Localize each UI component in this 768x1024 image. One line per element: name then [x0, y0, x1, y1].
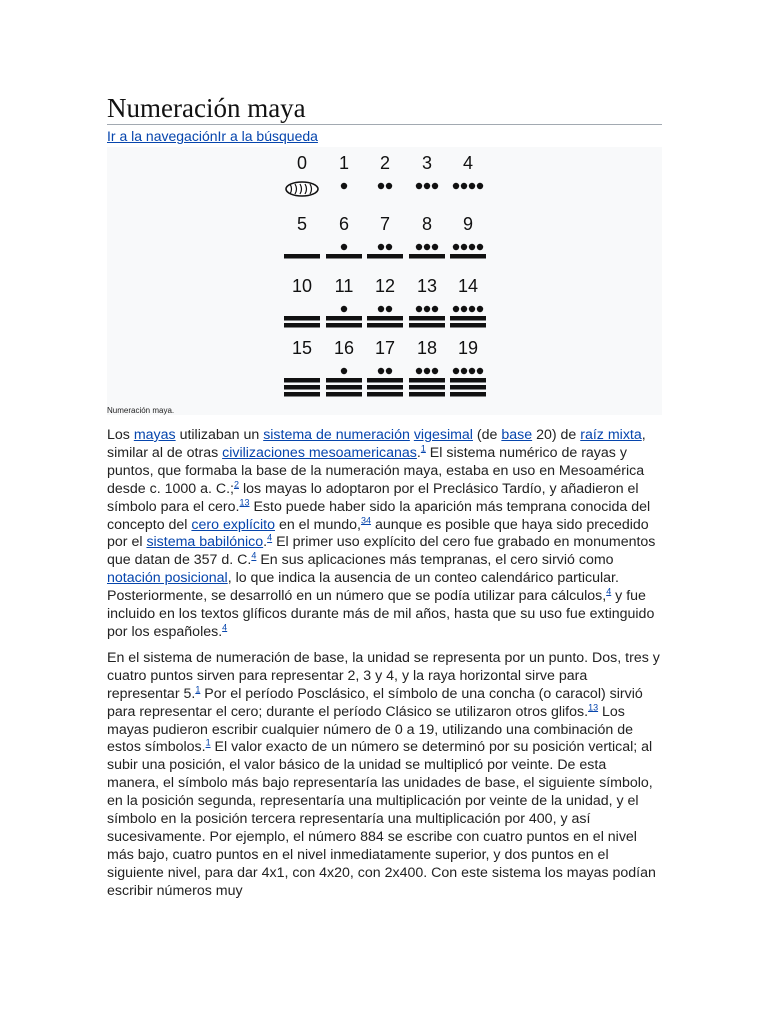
maya-numerals-image: [107, 147, 662, 415]
maya-numeral-0: [286, 153, 318, 196]
maya-numeral-17: [367, 338, 403, 397]
maya-numeral-2: [378, 153, 392, 189]
dot-mark: [477, 183, 483, 189]
numeral-label: 14: [457, 276, 479, 296]
numeral-label: 2: [379, 153, 391, 173]
dot-mark: [461, 183, 467, 189]
dot-mark: [461, 368, 467, 374]
reference-link[interactable]: 4: [251, 550, 257, 561]
bar-mark: [450, 385, 486, 390]
dot-mark: [416, 183, 422, 189]
dot-mark: [386, 244, 392, 250]
dot-mark: [453, 244, 459, 250]
reference-link[interactable]: 34: [360, 514, 371, 525]
link-civilizaciones-mesoamericanas[interactable]: civilizaciones mesoamericanas: [222, 444, 417, 461]
dot-mark: [477, 244, 483, 250]
figure-caption: Numeración maya.: [107, 406, 175, 415]
dot-mark: [453, 306, 459, 312]
numeral-label: 18: [416, 338, 438, 358]
bar-mark: [409, 385, 445, 390]
bar-mark: [409, 323, 445, 328]
numeral-label: 1: [338, 153, 350, 173]
reference-link[interactable]: 1: [195, 683, 201, 694]
dot-mark: [461, 244, 467, 250]
bar-mark: [326, 316, 362, 321]
bar-mark: [450, 254, 486, 259]
dot-mark: [416, 244, 422, 250]
dot-mark: [469, 183, 475, 189]
dot-mark: [469, 306, 475, 312]
bar-mark: [326, 254, 362, 259]
dot-mark: [424, 244, 430, 250]
dot-mark: [378, 306, 384, 312]
numeral-label: 6: [338, 214, 350, 234]
reference-link[interactable]: 13: [588, 701, 599, 712]
reference-link[interactable]: 13: [239, 496, 250, 507]
dot-mark: [432, 244, 438, 250]
maya-numeral-12: [367, 276, 403, 328]
reference-link[interactable]: 4: [606, 586, 612, 597]
dot-mark: [386, 306, 392, 312]
link-cero-explicito[interactable]: cero explícito: [191, 516, 275, 533]
dot-mark: [461, 306, 467, 312]
bar-mark: [409, 316, 445, 321]
bar-mark: [326, 392, 362, 397]
link-sistema-babilonico[interactable]: sistema babilónico: [146, 534, 264, 551]
jump-to-navigation-link[interactable]: Ir a la navegaciónIr a la búsqueda: [107, 128, 318, 144]
bar-mark: [367, 323, 403, 328]
maya-numeral-5: [284, 214, 320, 259]
bar-mark: [409, 392, 445, 397]
dot-mark: [477, 368, 483, 374]
link-vigesimal[interactable]: vigesimal: [413, 427, 473, 443]
dot-mark: [416, 368, 422, 374]
dot-mark: [469, 244, 475, 250]
dot-mark: [477, 306, 483, 312]
maya-numeral-1: [339, 153, 349, 189]
link-mayas[interactable]: mayas: [133, 427, 176, 443]
bar-mark: [409, 378, 445, 383]
bar-mark: [367, 378, 403, 383]
maya-numeral-9: [450, 214, 486, 259]
maya-numeral-4: [453, 153, 483, 189]
maya-numeral-7: [367, 214, 403, 259]
article-body: [107, 427, 662, 901]
numeral-label: 10: [291, 276, 313, 296]
numeral-label: 3: [421, 153, 433, 173]
maya-numeral-11: [326, 276, 362, 328]
shell-icon: [286, 182, 318, 196]
numeral-label: 17: [374, 338, 396, 358]
maya-numeral-14: [450, 276, 486, 328]
bar-mark: [450, 392, 486, 397]
dot-mark: [453, 368, 459, 374]
bar-mark: [284, 323, 320, 328]
numeral-label: 12: [374, 276, 396, 296]
bar-mark: [326, 323, 362, 328]
dot-mark: [453, 183, 459, 189]
article: [107, 92, 662, 909]
link-base[interactable]: base: [501, 427, 533, 443]
maya-numeral-19: [450, 338, 486, 397]
numeral-label: 19: [457, 338, 479, 358]
reference-link[interactable]: 2: [233, 478, 239, 489]
bar-mark: [367, 254, 403, 259]
dot-mark: [341, 244, 347, 250]
maya-numeral-13: [409, 276, 445, 328]
dot-mark: [432, 183, 438, 189]
numeral-label: 11: [334, 276, 354, 296]
link-raiz-mixta[interactable]: raíz mixta: [580, 427, 642, 443]
paragraph-1: Los mayas utilizaban un sistema de numeración vigesimal (de base 20) de raíz mixta, similar al de otras civilizaciones mesoamericanas.$^1$ El sistema numérico de rayas y puntos, que formaba la base de la numeración maya, estaba en uso en Mesoamérica desde c. 1000 a. C.;$^2$ los mayas lo adoptaron por el Preclásico Tardío, y añadieron el símbolo para el cero.$^{13}$ Esto puede haber sido la aparición más temprana conocida del concepto del cero explícito en el mundo,$^{34}$ aunque es posible que haya sido precedido por el sistema babilónico.$^4$ El primer uso explícito del cero fue grabado en monumentos que datan de 357 d. C.$^4$ En sus aplicaciones más tempranas, el cero sirvió como notación posicional, lo que indica la ausencia de un conteo calendárico particular. Posteriormente, se desarrolló en un número que se podía utilizar para cálculos,$^4$ y fue incluido en los textos glíficos durante más de mil años, hasta que su uso fue extinguido por los españoles.$^4$: [107, 427, 656, 640]
numeral-label: 9: [462, 214, 474, 234]
numeral-label: 15: [291, 338, 313, 358]
bar-mark: [326, 385, 362, 390]
numeral-label: 8: [421, 214, 433, 234]
dot-mark: [416, 306, 422, 312]
reference-link[interactable]: 1: [420, 443, 426, 454]
bar-mark: [284, 392, 320, 397]
dot-mark: [341, 368, 347, 374]
maya-numeral-15: [284, 338, 320, 397]
numeral-label: 7: [379, 214, 391, 234]
bar-mark: [326, 378, 362, 383]
dot-mark: [378, 244, 384, 250]
link-notacion-posicional[interactable]: notación posicional: [107, 570, 228, 587]
link-sistema-de-numeracion[interactable]: sistema de numeración: [263, 427, 410, 443]
numeral-label: 0: [296, 153, 308, 173]
bar-mark: [450, 378, 486, 383]
jump-links: [107, 127, 662, 145]
dot-mark: [341, 306, 347, 312]
paragraph-2: En el sistema de numeración de base, la unidad se representa por un punto. Dos, tres y cuatro puntos sirven para representar 2, 3 y 4, y la raya horizontal sirve para representar 5.$^1$ Por el período Posclásico, el símbolo de una concha (o caracol) sirvió para representar el cero; durante el período Clásico se utilizaron otros glifos.$^{13}$ Los mayas pudieron escribir cualquier número de 0 a 19, utilizando una combinación de estos símbolos.$^1$ El valor exacto de un número se determinó por su posición vertical; al subir una posición, el valor básico de la unidad se multiplicó por veinte. De esta manera, el símbolo más bajo representaría las unidades de base, el siguiente símbolo, en la posición segunda, representaría una multiplicación por veinte de la unidad, y el símbolo en la posición tercera representaría una multiplicación por 400, y así sucesivamente. Por ejemplo, el número 884 se escribe con cuatro puntos en el nivel más bajo, cuatro puntos en el nivel inmediatamente superior, y dos puntos en el siguiente nivel, para dar 4x1, con 4x20, con 2x400. Con este sistema los mayas podían escribir números muy: [107, 649, 660, 899]
maya-numeral-6: [326, 214, 362, 259]
bar-mark: [367, 392, 403, 397]
dot-mark: [469, 368, 475, 374]
maya-numeral-8: [409, 214, 445, 259]
bar-mark: [284, 385, 320, 390]
dot-mark: [432, 368, 438, 374]
bar-mark: [284, 254, 320, 259]
bar-mark: [367, 385, 403, 390]
dot-mark: [378, 368, 384, 374]
dot-mark: [424, 183, 430, 189]
bar-mark: [284, 378, 320, 383]
page-title: Numeración maya: [107, 92, 662, 125]
maya-numeral-16: [326, 338, 362, 397]
reference-link[interactable]: 1: [205, 737, 211, 748]
numeral-label: 5: [296, 214, 308, 234]
dot-mark: [424, 306, 430, 312]
bar-mark: [409, 254, 445, 259]
dot-mark: [432, 306, 438, 312]
numeral-label: 16: [333, 338, 355, 358]
numeral-label: 4: [462, 153, 474, 173]
numeral-label: 13: [416, 276, 438, 296]
bar-mark: [450, 323, 486, 328]
bar-mark: [450, 316, 486, 321]
maya-numeral-10: [284, 276, 320, 328]
dot-mark: [341, 183, 347, 189]
bar-mark: [284, 316, 320, 321]
dot-mark: [424, 368, 430, 374]
dot-mark: [378, 183, 384, 189]
maya-numeral-3: [416, 153, 438, 189]
bar-mark: [367, 316, 403, 321]
reference-link[interactable]: 4: [267, 532, 273, 543]
maya-numeral-18: [409, 338, 445, 397]
reference-link[interactable]: 4: [222, 622, 228, 633]
dot-mark: [386, 368, 392, 374]
maya-numerals-figure: [107, 147, 662, 415]
dot-mark: [386, 183, 392, 189]
